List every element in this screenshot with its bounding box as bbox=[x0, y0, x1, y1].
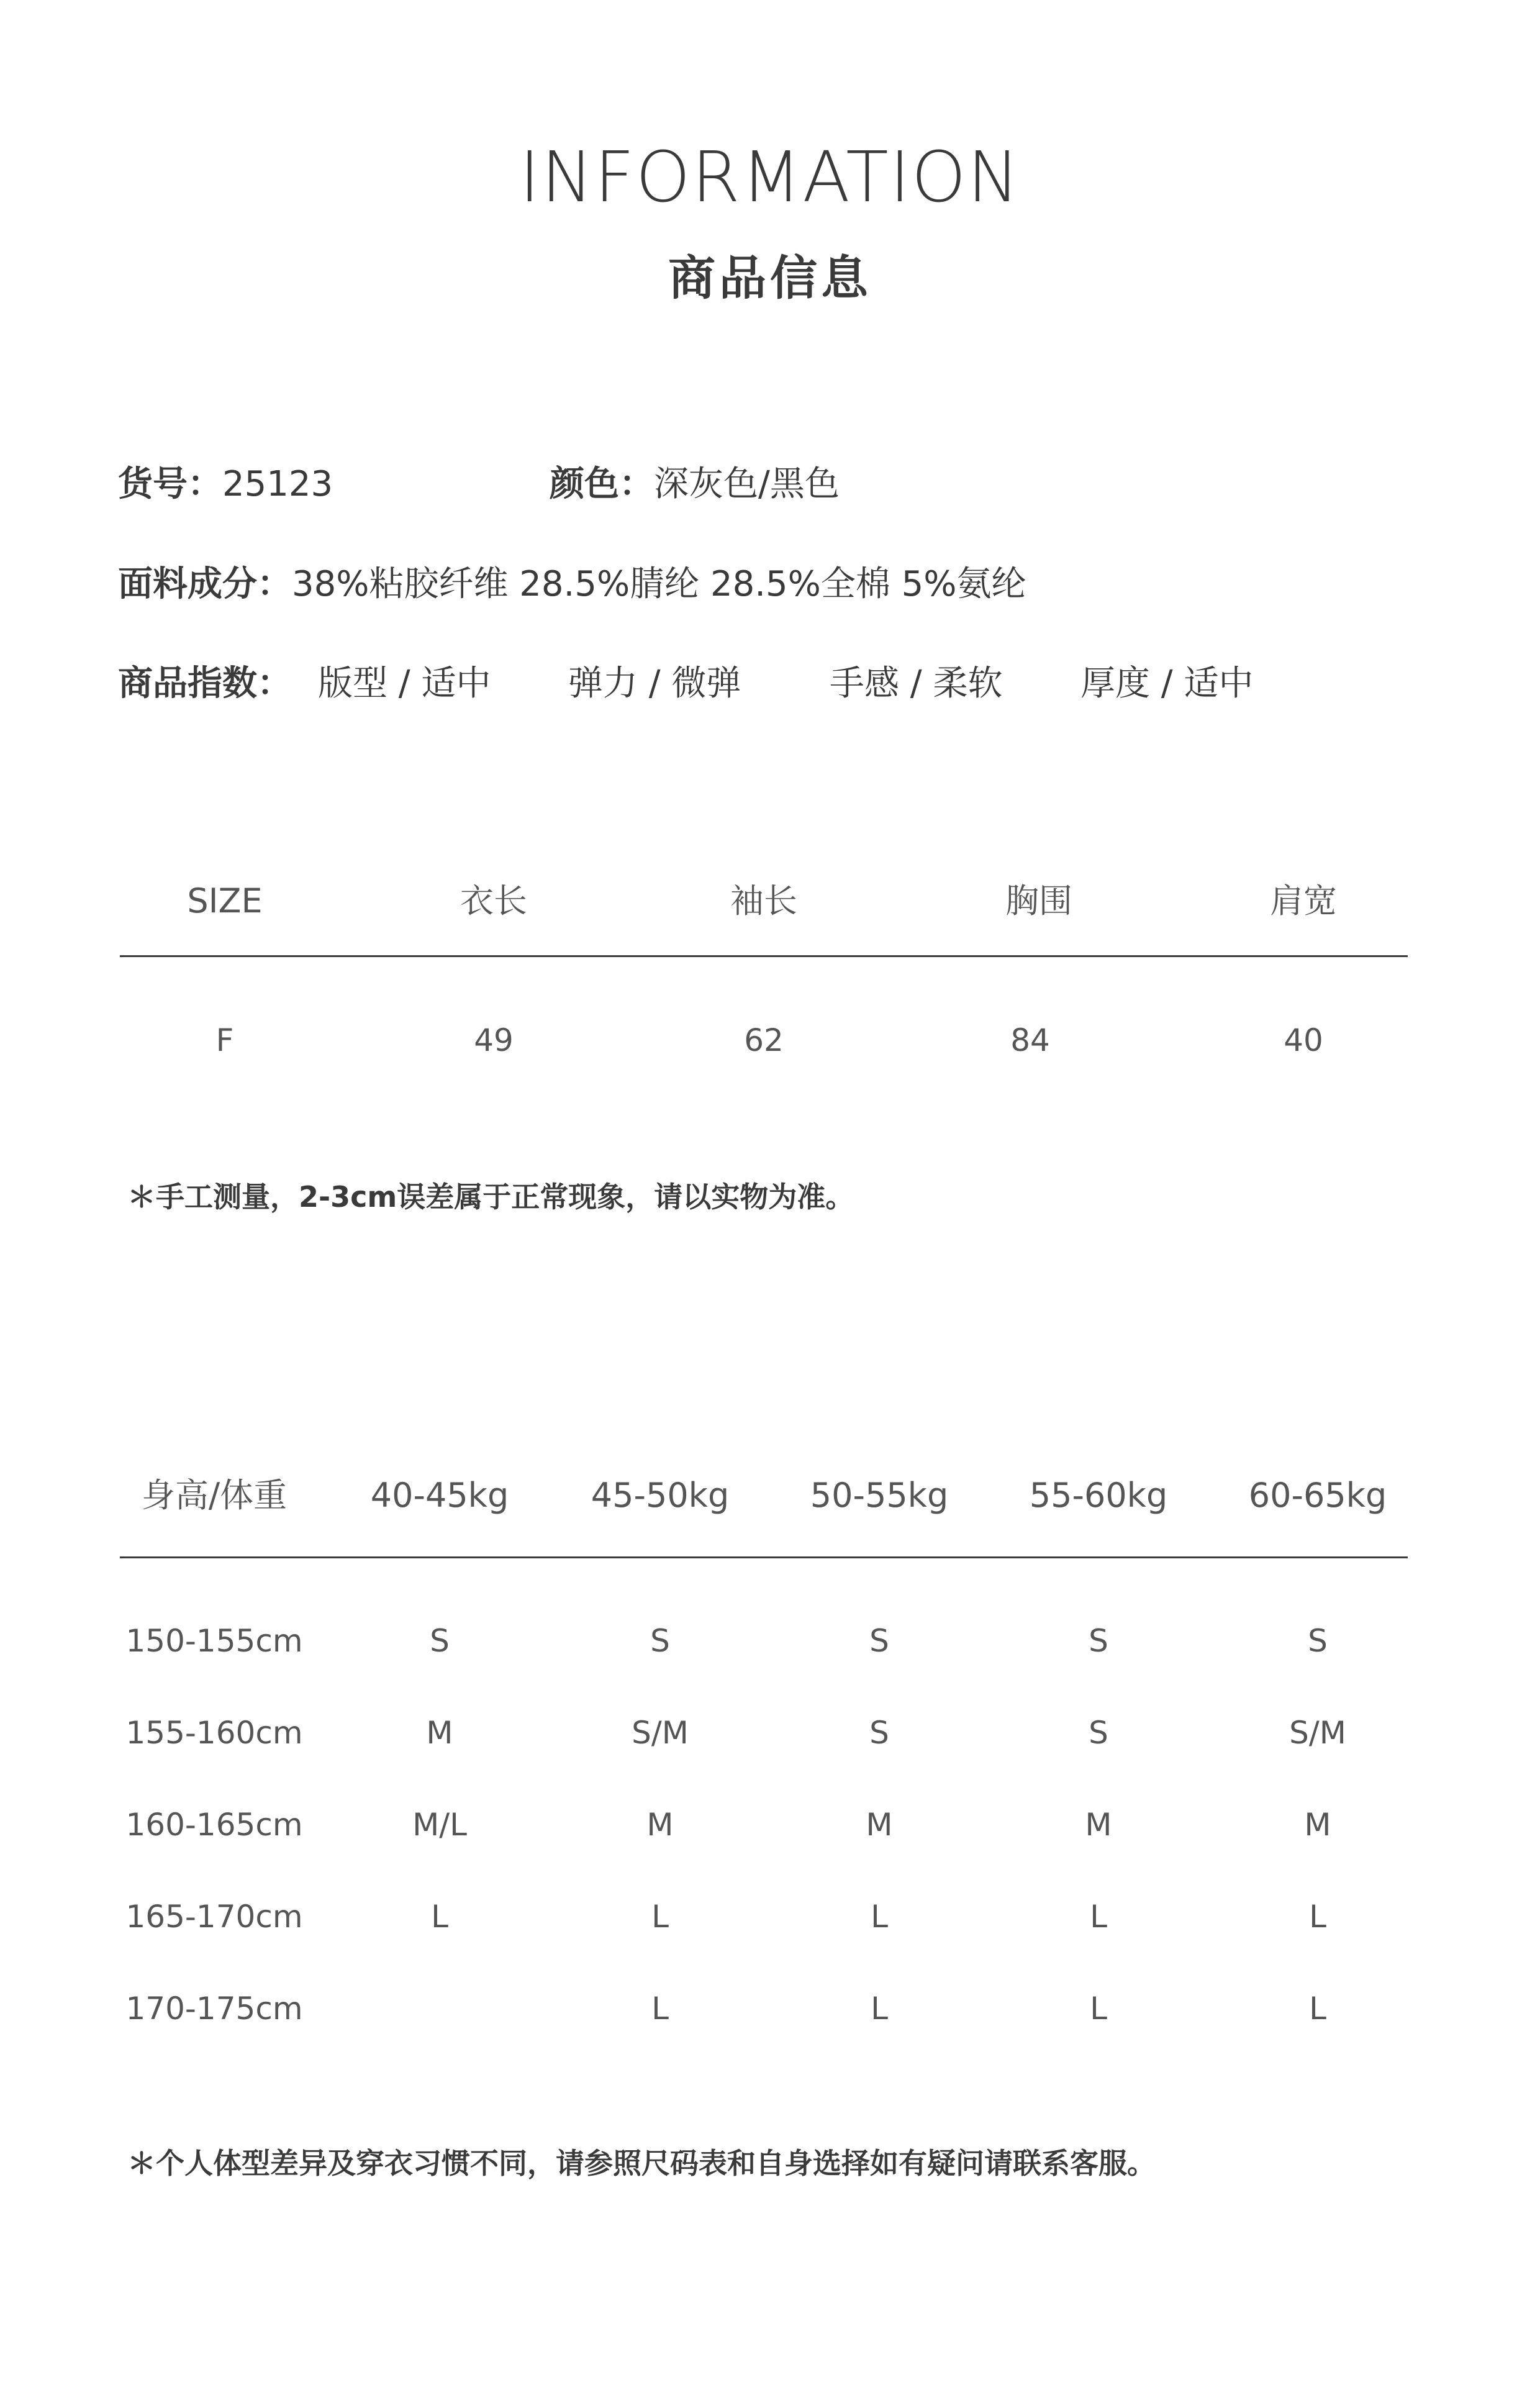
index-fit: 版型 / 适中 bbox=[318, 663, 491, 704]
fit-header-weight: 45-50kg bbox=[591, 1476, 730, 1515]
measurement-note: ＊手工测量，2-3cm误差属于正常现象，请以实物为准。 bbox=[127, 1180, 854, 1214]
fit-cell: M bbox=[866, 1807, 893, 1843]
size-cell: 84 bbox=[1010, 1022, 1050, 1058]
fit-cell: M bbox=[1085, 1807, 1112, 1843]
fit-cell: S bbox=[869, 1623, 889, 1659]
fit-cell: S/M bbox=[632, 1715, 689, 1751]
size-advice-note: ＊个人体型差异及穿衣习惯不同，请参照尺码表和自身选择如有疑问请联系客服。 bbox=[127, 2146, 1156, 2180]
size-header-chest: 胸围 bbox=[1005, 881, 1072, 920]
size-cell: F bbox=[215, 1022, 234, 1058]
color-label: 颜色： bbox=[550, 464, 654, 504]
size-header-size: SIZE bbox=[187, 881, 263, 920]
fit-cell: S bbox=[1089, 1715, 1108, 1751]
fit-cell: S bbox=[1308, 1623, 1328, 1659]
color-value: 深灰色/黑色 bbox=[654, 464, 840, 504]
fit-row-height: 155-160cm bbox=[125, 1715, 303, 1751]
size-header-shoulder: 肩宽 bbox=[1270, 881, 1337, 920]
fit-header-weight: 40-45kg bbox=[370, 1476, 509, 1515]
fit-cell: S bbox=[430, 1623, 450, 1659]
fit-row-height: 170-175cm bbox=[125, 1991, 303, 2027]
fabric-value: 38%粘胶纤维 28.5%腈纶 28.5%全棉 5%氨纶 bbox=[292, 564, 1026, 604]
page-title-en: INFORMATION bbox=[519, 137, 1021, 218]
fabric-label: 面料成分： bbox=[118, 564, 292, 604]
size-header-length: 衣长 bbox=[460, 881, 527, 920]
size-cell: 62 bbox=[744, 1022, 784, 1058]
product-index bbox=[118, 663, 292, 704]
fit-row-height: 165-170cm bbox=[125, 1899, 303, 1935]
fit-cell: L bbox=[431, 1899, 448, 1935]
fit-cell: L bbox=[871, 1899, 888, 1935]
fit-cell: S bbox=[1089, 1623, 1108, 1659]
fit-cell: M bbox=[426, 1715, 453, 1751]
fit-row-height: 150-155cm bbox=[125, 1623, 303, 1659]
index-thickness: 厚度 / 适中 bbox=[1080, 663, 1254, 704]
fit-cell: L bbox=[1309, 1991, 1326, 2027]
fit-cell: L bbox=[1309, 1899, 1326, 1935]
index-feel: 手感 / 柔软 bbox=[830, 663, 1003, 704]
fit-table-divider bbox=[120, 1556, 1408, 1558]
fit-cell: S bbox=[650, 1623, 670, 1659]
size-cell: 40 bbox=[1284, 1022, 1323, 1058]
fit-cell: L bbox=[651, 1991, 669, 2027]
fit-cell: S bbox=[869, 1715, 889, 1751]
item-number-label: 货号： bbox=[118, 464, 222, 504]
fit-cell: L bbox=[871, 1991, 888, 2027]
fit-header-weight: 50-55kg bbox=[810, 1476, 949, 1515]
color-info bbox=[550, 464, 840, 504]
size-table-divider bbox=[120, 955, 1408, 957]
item-number bbox=[118, 464, 333, 504]
fit-row-height: 160-165cm bbox=[125, 1807, 303, 1843]
page-title-cn: 商品信息 bbox=[668, 250, 872, 306]
fit-cell: L bbox=[651, 1899, 669, 1935]
fit-cell: M/L bbox=[412, 1807, 467, 1843]
fit-header-weight: 55-60kg bbox=[1029, 1476, 1168, 1515]
fit-cell: M bbox=[1304, 1807, 1331, 1843]
fit-cell: M bbox=[646, 1807, 674, 1843]
item-number-value: 25123 bbox=[222, 464, 333, 504]
fit-cell: L bbox=[1090, 1899, 1107, 1935]
index-label: 商品指数： bbox=[118, 663, 292, 704]
size-cell: 49 bbox=[474, 1022, 514, 1058]
index-elasticity: 弹力 / 微弹 bbox=[568, 663, 741, 704]
fit-cell: L bbox=[1090, 1991, 1107, 2027]
fit-header-height-weight: 身高/体重 bbox=[141, 1476, 288, 1515]
fabric-info bbox=[118, 564, 1026, 604]
fit-cell: S/M bbox=[1289, 1715, 1346, 1751]
size-header-sleeve: 袖长 bbox=[730, 881, 797, 920]
fit-header-weight: 60-65kg bbox=[1248, 1476, 1387, 1515]
